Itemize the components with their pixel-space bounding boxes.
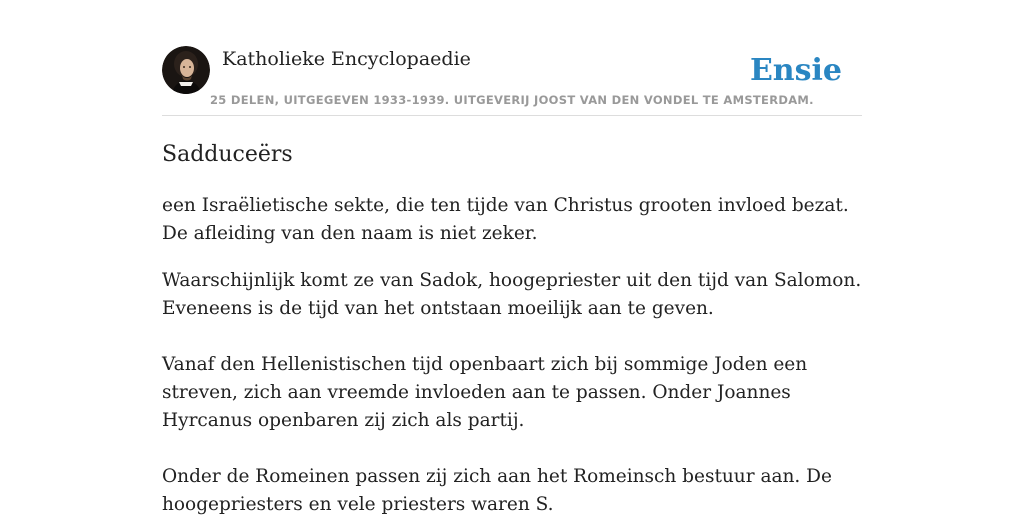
portrait-avatar-icon[interactable]: [162, 46, 210, 94]
ensie-logo-link[interactable]: Ensie: [749, 53, 842, 88]
source-title[interactable]: Katholieke Encyclopaedie: [222, 48, 471, 70]
paragraph-4: Onder de Romeinen passen zij zich aan het Romeinsch bestuur aan. De hoogepriesters en vele priesters waren S.: [162, 466, 832, 515]
source-header: [162, 46, 862, 116]
paragraph-3: Vanaf den Hellenistischen tijd openbaart zich bij sommige Joden een streven, zich aan vreemde invloeden aan te passen. Onder Joannes Hyrcanus openbaren zij zich als partij.: [162, 354, 808, 431]
page: [162, 0, 862, 515]
paragraph-2: Waarschijnlijk komt ze van Sadok, hoogepriester uit den tijd van Salomon. Eveneens is de tijd van het ontstaan moeilijk aan te geven.: [162, 270, 862, 319]
source-subtitle: 25 DELEN, UITGEGEVEN 1933-1939. UITGEVERIJ JOOST VAN DEN VONDEL TE AMSTERDAM.: [210, 93, 814, 107]
article-title: Sadduceërs: [162, 142, 293, 167]
article-body: [162, 192, 862, 519]
paragraph-1: een Israëlietische sekte, die ten tijde van Christus grooten invloed bezat. De afleiding van den naam is niet zeker.: [162, 195, 849, 244]
